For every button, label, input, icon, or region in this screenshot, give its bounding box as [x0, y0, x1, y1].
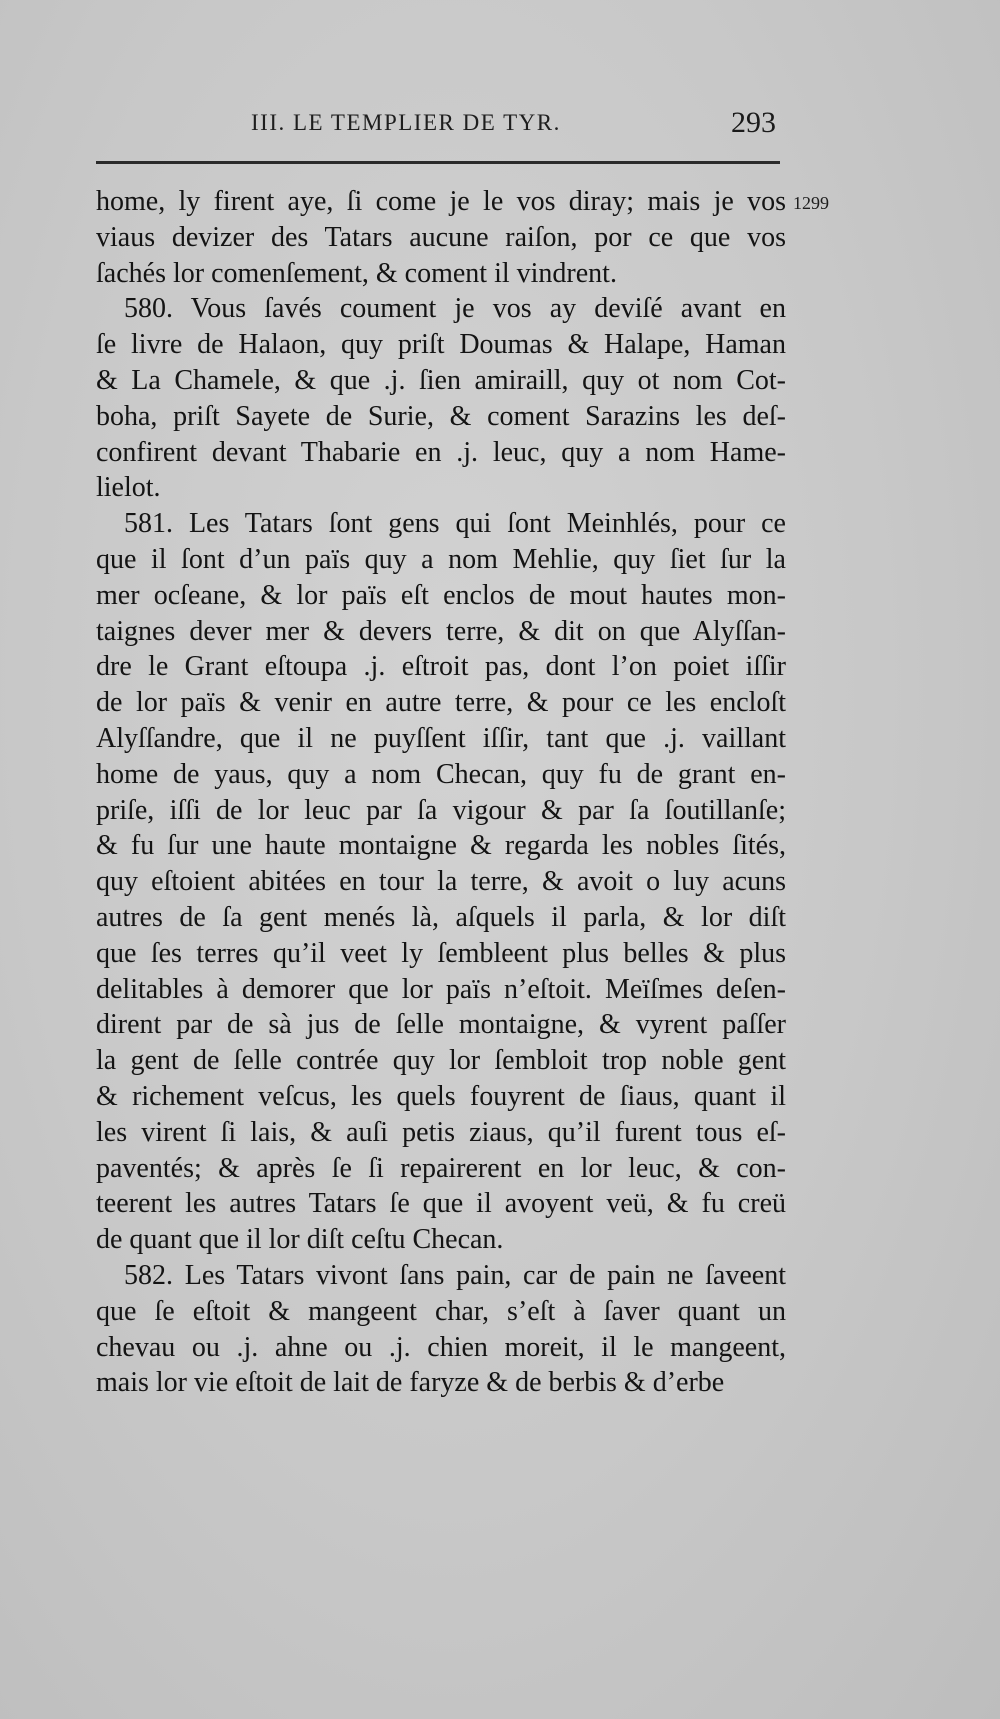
- text-line: home de yaus, quy a nom Checan, quy fu de grant en-: [96, 758, 786, 790]
- page-header: [96, 108, 798, 148]
- text-line: de lor païs & venir en autre terre, & pour ce les encloſt: [96, 687, 786, 719]
- text-line: & richement veſcus, les quels fouyrent de ſiaus, quant il: [96, 1080, 786, 1112]
- text-line: home, ly firent aye, ſi come je le vos diray; mais je vos: [96, 186, 786, 217]
- text-line: & La Chamele, & que .j. ſien amiraill, quy ot nom Cot-: [96, 364, 786, 396]
- text-line: priſe, iſſi de lor leuc par ſa vigour & par ſa ſoutillanſe;: [96, 794, 786, 826]
- text-line: dre le Grant eſtoupa .j. eſtroit pas, dont l’on poiet iſſir: [96, 651, 786, 683]
- text-line: quy eſtoient abitées en tour la terre, & avoit o luy acuns: [96, 866, 786, 898]
- text-line: taignes dever mer & devers terre, & dit on que Alyſſan-: [96, 615, 786, 647]
- text-line: delitables à demorer que lor païs n’eſtoit. Meïſmes deſen-: [96, 973, 786, 1005]
- margin-year-note: 1299: [793, 193, 829, 213]
- text-line: la gent de ſelle contrée quy lor ſembloit trop noble gent: [96, 1045, 786, 1077]
- text-line: de quant que il lor diſt ceſtu Checan.: [96, 1224, 504, 1256]
- text-line: teerent les autres Tatars ſe que il avoyent veü, & fu creü: [96, 1188, 786, 1220]
- text-line: les virent ſi lais, & auſi petis ziaus, qu’il furent tous eſ-: [96, 1116, 786, 1148]
- text-line: boha, priſt Sayete de Surie, & coment Sarazins les deſ-: [96, 400, 786, 432]
- text-line: dirent par de sà jus de ſelle montaigne, & vyrent paſſer: [96, 1009, 786, 1041]
- text-line: que ſe eſtoit & mangeent char, s’eſt à ſaver quant un: [96, 1295, 786, 1327]
- text-line: ſachés lor comenſement, & coment il vindrent.: [96, 257, 617, 289]
- body-text: [96, 184, 786, 1401]
- text-line: ſe livre de Halaon, quy priſt Doumas & Halape, Haman: [96, 329, 786, 361]
- text-line: chevau ou .j. ahne ou .j. chien moreit, il le mangeent,: [96, 1331, 786, 1363]
- page-number: 293: [731, 106, 776, 139]
- text-line: que il ſont d’un païs quy a nom Mehlie, quy ſiet ſur la: [96, 543, 786, 575]
- text-line: mer ocſeane, & lor païs eſt enclos de mout hautes mon-: [96, 579, 786, 611]
- text-line: que ſes terres qu’il veet ly ſembleent plus belles & plus: [96, 937, 786, 969]
- text-line: 581. Les Tatars ſont gens qui ſont Meinhlés, pour ce: [124, 508, 786, 540]
- text-line: paventés; & après ſe ſi repairerent en lor leuc, & con-: [96, 1152, 786, 1184]
- text-line: lielot.: [96, 472, 161, 504]
- header-rule: [96, 161, 780, 164]
- text-line: autres de ſa gent menés là, aſquels il parla, & lor diſt: [96, 901, 786, 933]
- text-line: viaus devizer des Tatars aucune raiſon, por ce que vos: [96, 221, 786, 253]
- text-line: 580. Vous ſavés coument je vos ay deviſé avant en: [124, 293, 786, 325]
- text-line: 582. Les Tatars vivont ſans pain, car de pain ne ſaveent: [124, 1259, 786, 1291]
- text-line: Alyſſandre, que il ne puyſſent iſſir, tant que .j. vaillant: [96, 722, 786, 754]
- text-line: & fu ſur une haute montaigne & regarda les nobles ſités,: [96, 830, 786, 862]
- running-title: III. LE TEMPLIER DE TYR.: [251, 110, 561, 135]
- text-line: confirent devant Thabarie en .j. leuc, quy a nom Hame-: [96, 436, 786, 468]
- text-line: mais lor vie eſtoit de lait de faryze & de berbis & d’erbe: [96, 1367, 725, 1399]
